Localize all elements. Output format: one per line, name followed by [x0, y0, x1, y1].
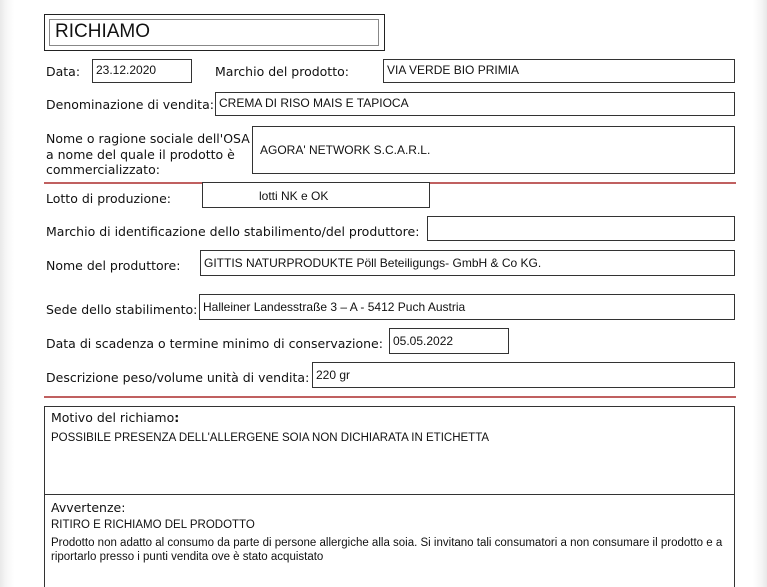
date-field[interactable]: 23.12.2020 [92, 59, 192, 83]
recall-reason-text: POSSIBILE PRESENZA DELL'ALLERGENE SOIA NON DICHIARATA IN ETICHETTA [51, 432, 490, 444]
plant-location-field[interactable]: Halleiner Landesstraße 3 – A - 5412 Puch Austria [199, 294, 735, 320]
osa-value: AGORA' NETWORK S.C.A.R.L. [260, 143, 431, 157]
plant-location-label: Sede dello stabilimento: [46, 302, 198, 317]
batch-field[interactable] [202, 182, 430, 208]
warnings-text: Prodotto non adatto al consumo da parte di persone allergiche alla soia. Si invitano tali consumatori a non consumare il prodotto e a riportarlo presso i punti vendita ove è stato acquistato [51, 537, 723, 563]
osa-label-line: a nome del quale il prodotto è [46, 146, 235, 162]
weight-field[interactable]: 220 gr [312, 362, 735, 388]
expiry-field[interactable]: 05.05.2022 [389, 328, 509, 354]
recall-reason-title: Motivo del richiamo: [51, 410, 180, 425]
date-label: Data: [46, 64, 81, 79]
warnings-line: RITIRO E RICHIAMO DEL PRODOTTO [51, 519, 255, 531]
separator-line [44, 396, 736, 398]
page-title: RICHIAMO [49, 19, 379, 46]
weight-label: Descrizione peso/volume unità di vendita: [46, 370, 310, 385]
osa-field[interactable] [252, 126, 735, 174]
producer-field[interactable]: GITTIS NATURPRODUKTE Pöll Beteiligungs- GmbH & Co KG. [200, 250, 735, 276]
osa-label-line: Nome o ragione sociale dell'OSA [46, 131, 250, 146]
osa-label-line: commercializzato: [46, 162, 160, 177]
brand-label: Marchio del prodotto: [215, 64, 349, 79]
batch-value: lotti NK e OK [259, 189, 329, 203]
sales-name-field[interactable]: CREMA DI RISO MAIS E TAPIOCA [215, 92, 735, 116]
id-mark-label: Marchio di identificazione dello stabilimento/del produttore: [46, 224, 420, 239]
expiry-label: Data di scadenza o termine minimo di conservazione: [46, 336, 383, 351]
warnings-panel [44, 494, 735, 587]
producer-label: Nome del produttore: [46, 258, 181, 273]
id-mark-field[interactable] [427, 216, 735, 241]
warnings-title: Avvertenze: [51, 500, 126, 515]
title-frame [44, 14, 385, 51]
brand-field[interactable]: VIA VERDE BIO PRIMIA [383, 59, 735, 83]
recall-reason-panel [44, 406, 735, 495]
batch-label: Lotto di produzione: [46, 191, 172, 206]
sales-name-label: Denominazione di vendita: [46, 97, 214, 112]
osa-label [46, 131, 250, 178]
